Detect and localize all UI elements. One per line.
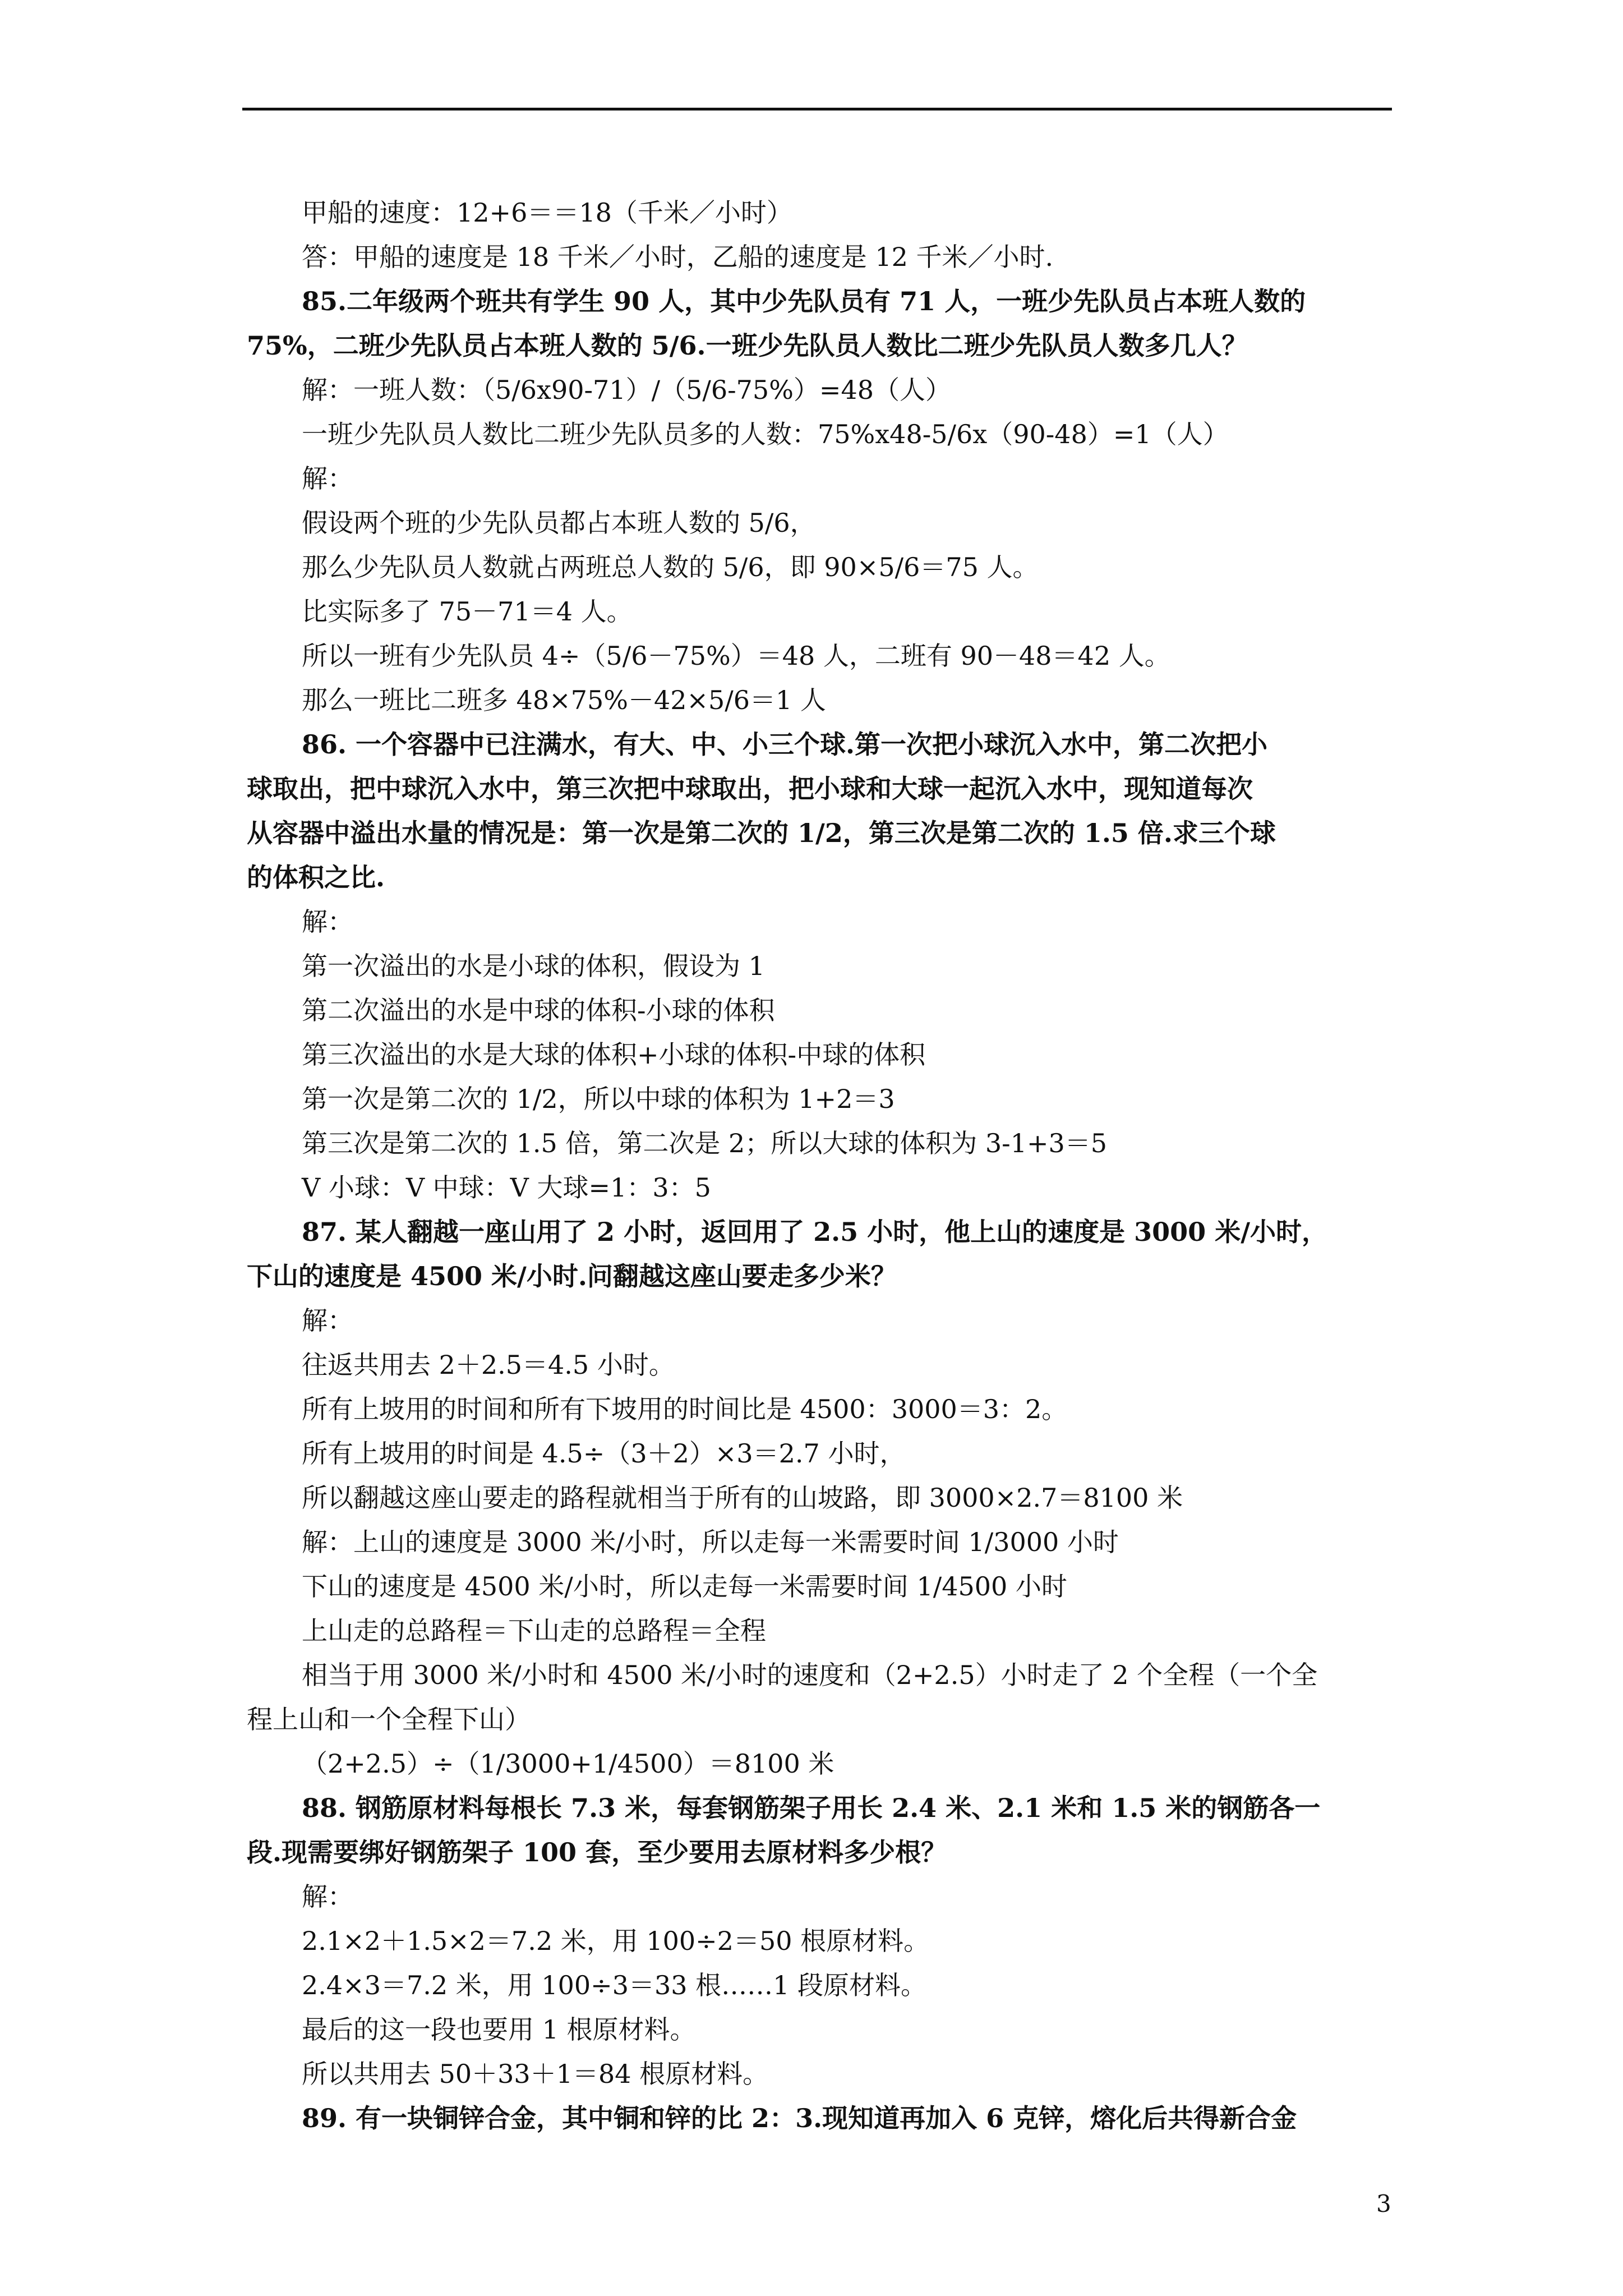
text-line: 86. 一个容器中已注满水，有大、中、小三个球.第一次把小球沉入水中，第二次把小: [302, 729, 1268, 760]
text-line: 往返共用去 2＋2.5＝4.5 小时。: [302, 1350, 675, 1380]
header-rule: [242, 108, 1392, 111]
text-line: 答：甲船的速度是 18 千米／小时，乙船的速度是 12 千米／小时.: [302, 242, 1054, 272]
text-line: 一班少先队员人数比二班少先队员多的人数：75%x48-5/6x（90-48）=1（人）: [302, 419, 1229, 449]
text-line: 程上山和一个全程下山）: [247, 1704, 531, 1734]
text-line: 所以一班有少先队员 4÷（5/6－75%）＝48 人，二班有 90－48＝42 人。: [302, 641, 1170, 671]
text-line: 第三次是第二次的 1.5 倍，第二次是 2；所以大球的体积为 3-1+3＝5: [302, 1128, 1108, 1158]
text-line: 2.1×2＋1.5×2＝7.2 米，用 100÷2＝50 根原材料。: [302, 1926, 930, 1956]
text-line: 比实际多了 75－71＝4 人。: [302, 596, 633, 627]
text-line: 那么少先队员人数就占两班总人数的 5/6，即 90×5/6＝75 人。: [302, 552, 1039, 582]
text-line: 下山的速度是 4500 米/小时，所以走每一米需要时间 1/4500 小时: [302, 1571, 1067, 1602]
text-line: 所以翻越这座山要走的路程就相当于所有的山坡路，即 3000×2.7＝8100 米: [302, 1483, 1183, 1513]
text-line: 解：: [302, 1305, 353, 1336]
text-line: 所以共用去 50＋33＋1＝84 根原材料。: [302, 2059, 769, 2089]
text-line: 85.二年级两个班共有学生 90 人，其中少先队员有 71 人，一班少先队员占本班人数的: [302, 286, 1306, 316]
text-line: 所有上坡用的时间和所有下坡用的时间比是 4500：3000＝3：2。: [302, 1394, 1068, 1424]
text-line: 相当于用 3000 米/小时和 4500 米/小时的速度和（2+2.5）小时走了 2 个全程（一个全: [302, 1660, 1318, 1690]
page-number: 3: [1376, 2190, 1391, 2217]
text-line: 上山走的总路程＝下山走的总路程＝全程: [302, 1616, 766, 1646]
text-line: 解：一班人数：（5/6x90-71）/（5/6-75%）=48（人）: [302, 375, 951, 405]
text-line: 段.现需要绑好钢筋架子 100 套，至少要用去原材料多少根？: [247, 1837, 947, 1867]
text-line: 87. 某人翻越一座山用了 2 小时，返回用了 2.5 小时，他上山的速度是 3000 米/小时，: [302, 1217, 1327, 1247]
text-line: 第二次溢出的水是中球的体积-小球的体积: [302, 995, 775, 1025]
text-line: V 小球：V 中球：V 大球=1：3：5: [302, 1172, 711, 1203]
text-line: 的体积之比.: [247, 862, 385, 892]
text-line: 第一次溢出的水是小球的体积，假设为 1: [302, 951, 765, 981]
text-line: 89. 有一块铜锌合金，其中铜和锌的比 2：3.现知道再加入 6 克锌，熔化后共得新合金: [302, 2103, 1297, 2133]
text-line: 75%，二班少先队员占本班人数的 5/6.一班少先队员人数比二班少先队员人数多几人？: [247, 330, 1248, 361]
text-line: 假设两个班的少先队员都占本班人数的 5/6，: [302, 508, 816, 538]
text-line: 所有上坡用的时间是 4.5÷（3＋2）×3＝2.7 小时，: [302, 1438, 906, 1469]
text-line: 甲船的速度：12+6＝＝18（千米／小时）: [302, 197, 792, 228]
text-line: 解：: [302, 463, 353, 494]
text-line: 解：: [302, 907, 353, 937]
text-line: 第三次溢出的水是大球的体积+小球的体积-中球的体积: [302, 1039, 926, 1070]
document-body: [247, 191, 1402, 2141]
text-line: （2+2.5）÷（1/3000+1/4500）＝8100 米: [302, 1749, 834, 1779]
text-line: 球取出，把中球沉入水中，第三次把中球取出，把小球和大球一起沉入水中，现知道每次: [247, 774, 1253, 804]
text-line: 最后的这一段也要用 1 根原材料。: [302, 2014, 696, 2045]
text-line: 第一次是第二次的 1/2，所以中球的体积为 1+2＝3: [302, 1084, 895, 1114]
text-line: 解：上山的速度是 3000 米/小时，所以走每一米需要时间 1/3000 小时: [302, 1527, 1119, 1557]
text-line: 从容器中溢出水量的情况是：第一次是第二次的 1/2，第三次是第二次的 1.5 倍.求三个球: [247, 818, 1276, 848]
text-line: 下山的速度是 4500 米/小时.问翻越这座山要走多少米？: [247, 1261, 897, 1291]
text-line: 那么一班比二班多 48×75%－42×5/6＝1 人: [302, 685, 826, 715]
text-line: 88. 钢筋原材料每根长 7.3 米，每套钢筋架子用长 2.4 米、2.1 米和 1.5 米的钢筋各一: [302, 1793, 1321, 1823]
text-line: 解：: [302, 1881, 353, 1912]
text-line: 2.4×3＝7.2 米，用 100÷3＝33 根……1 段原材料。: [302, 1970, 927, 2000]
